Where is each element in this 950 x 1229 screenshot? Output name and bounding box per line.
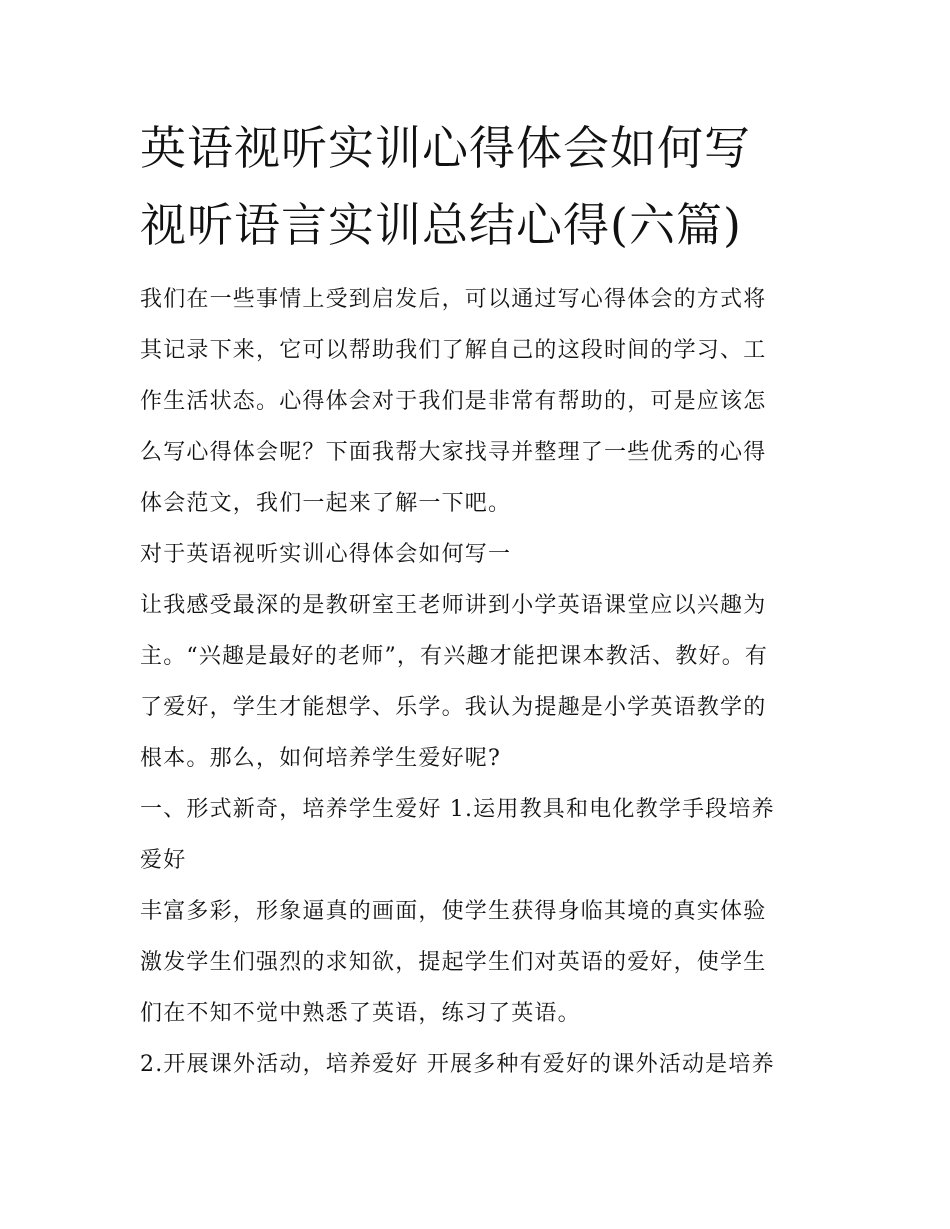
document-title-line-2: 视听语言实训总结心得(六篇) (140, 198, 742, 252)
body-line: 一、形式新奇，培养学生爱好 1.运用教具和电化教学手段培养 (140, 797, 775, 822)
body-line: 让我感受最深的是教研室王老师讲到小学英语课堂应以兴趣为 (140, 593, 767, 618)
body-line: 们在不知不觉中熟悉了英语，练习了英语。 (140, 1001, 581, 1026)
body-line: 其记录下来，它可以帮助我们了解自己的这段时间的学习、工 (140, 338, 767, 363)
body-line: 我们在一些事情上受到启发后，可以通过写心得体会的方式将 (140, 287, 767, 312)
body-line: 作生活状态。心得体会对于我们是非常有帮助的，可是应该怎 (140, 389, 767, 414)
body-line: 爱好 (140, 848, 187, 873)
body-line: 2.开展课外活动，培养爱好 开展多种有爱好的课外活动是培养 (140, 1052, 775, 1077)
document-title-line-1: 英语视听实训心得体会如何写 (140, 121, 751, 175)
body-line: 激发学生们强烈的求知欲，提起学生们对英语的爱好，使学生 (140, 950, 767, 975)
body-line: 体会范文，我们一起来了解一下吧。 (140, 491, 512, 516)
body-line: 么写心得体会呢？下面我帮大家找寻并整理了一些优秀的心得 (140, 440, 767, 465)
body-line: 根本。那么，如何培养学生爱好呢? (140, 746, 501, 771)
body-line: 丰富多彩，形象逼真的画面，使学生获得身临其境的真实体验 (140, 899, 767, 924)
body-line: 主。“兴趣是最好的老师”，有兴趣才能把课本教活、教好。有 (140, 644, 769, 669)
section-heading: 对于英语视听实训心得体会如何写一 (140, 542, 512, 567)
body-line: 了爱好，学生才能想学、乐学。我认为提趣是小学英语教学的 (140, 695, 767, 720)
